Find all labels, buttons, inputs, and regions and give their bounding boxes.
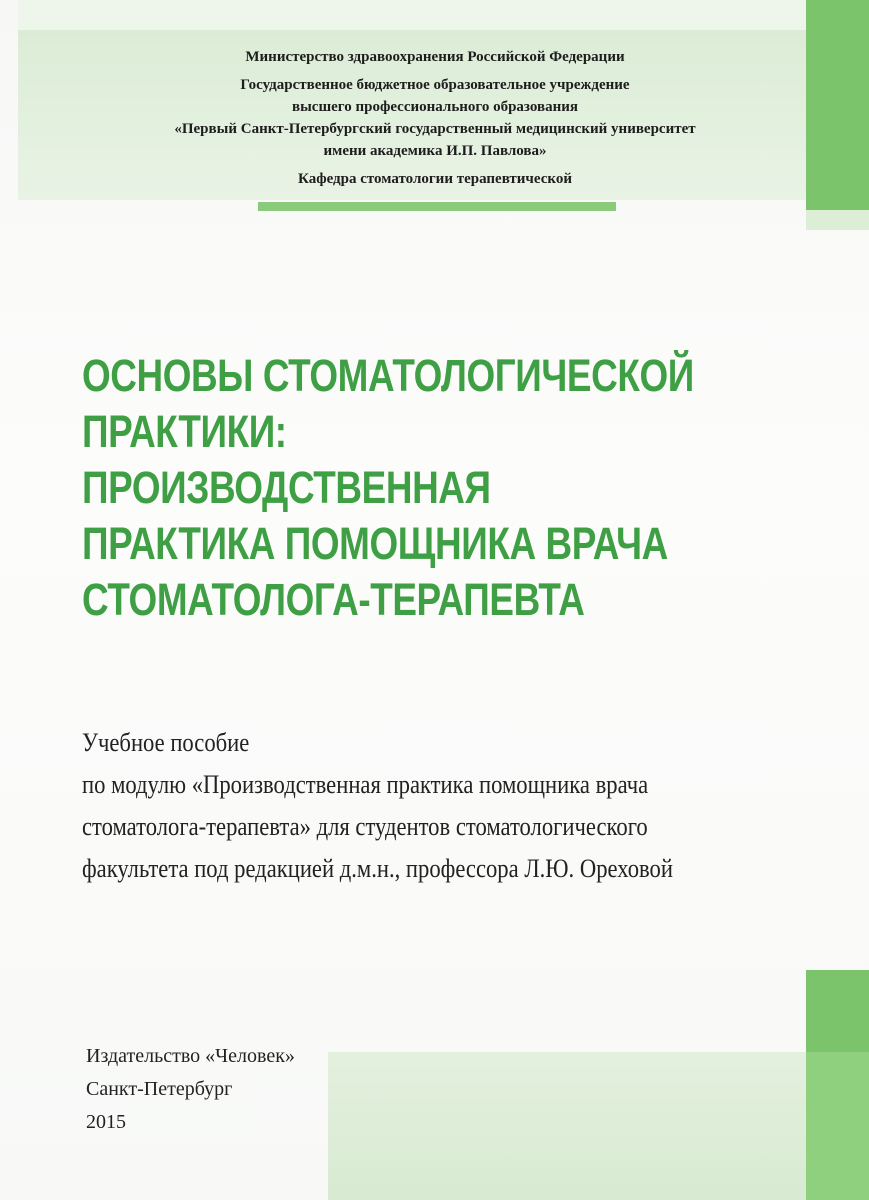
institution-line: высшего профессионального образования [291,99,578,115]
publication-year: 2015 [86,1111,126,1133]
book-title [82,348,694,628]
department-line: Кафедра стоматологии терапевтической [298,171,572,187]
university-line: «Первый Санкт-Петербургский государственный медицинский университет [174,121,696,137]
bottom-green-band [328,1052,808,1200]
top-right-green-block [806,0,869,210]
publisher-imprint [86,1040,386,1139]
top-fade-band [18,0,808,30]
subtitle-line: Учебное пособие [82,728,250,757]
institution-header [120,46,750,190]
title-line: ОСНОВЫ СТОМАТОЛОГИЧЕСКОЙ [82,350,694,401]
header-underline-stripe [258,202,616,211]
title-line: ПРОИЗВОДСТВЕННАЯ [82,462,491,513]
title-line: СТОМАТОЛОГА-ТЕРАПЕВТА [82,574,585,625]
publisher-name: Издательство «Человек» [86,1045,295,1067]
subtitle-line: факультета под редакцией д.м.н., профессора Л.Ю. Ореховой [82,854,673,883]
subtitle-line: по модулю «Производственная практика помощника врача [82,770,649,799]
book-subtitle [82,722,778,890]
bottom-right-light-block [806,1052,869,1200]
title-line: ПРАКТИКИ: [82,406,287,457]
university-line: имени академика И.П. Павлова» [323,143,547,159]
subtitle-line: стоматолога-терапевта» для студентов стоматологического [82,812,648,841]
ministry-line: Министерство здравоохранения Российской Федерации [245,49,625,65]
institution-line: Государственное бюджетное образовательное учреждение [240,77,630,93]
title-line: ПРАКТИКА ПОМОЩНИКА ВРАЧА [82,518,668,569]
top-right-light-block [806,210,869,230]
publisher-city: Санкт-Петербург [86,1078,233,1100]
